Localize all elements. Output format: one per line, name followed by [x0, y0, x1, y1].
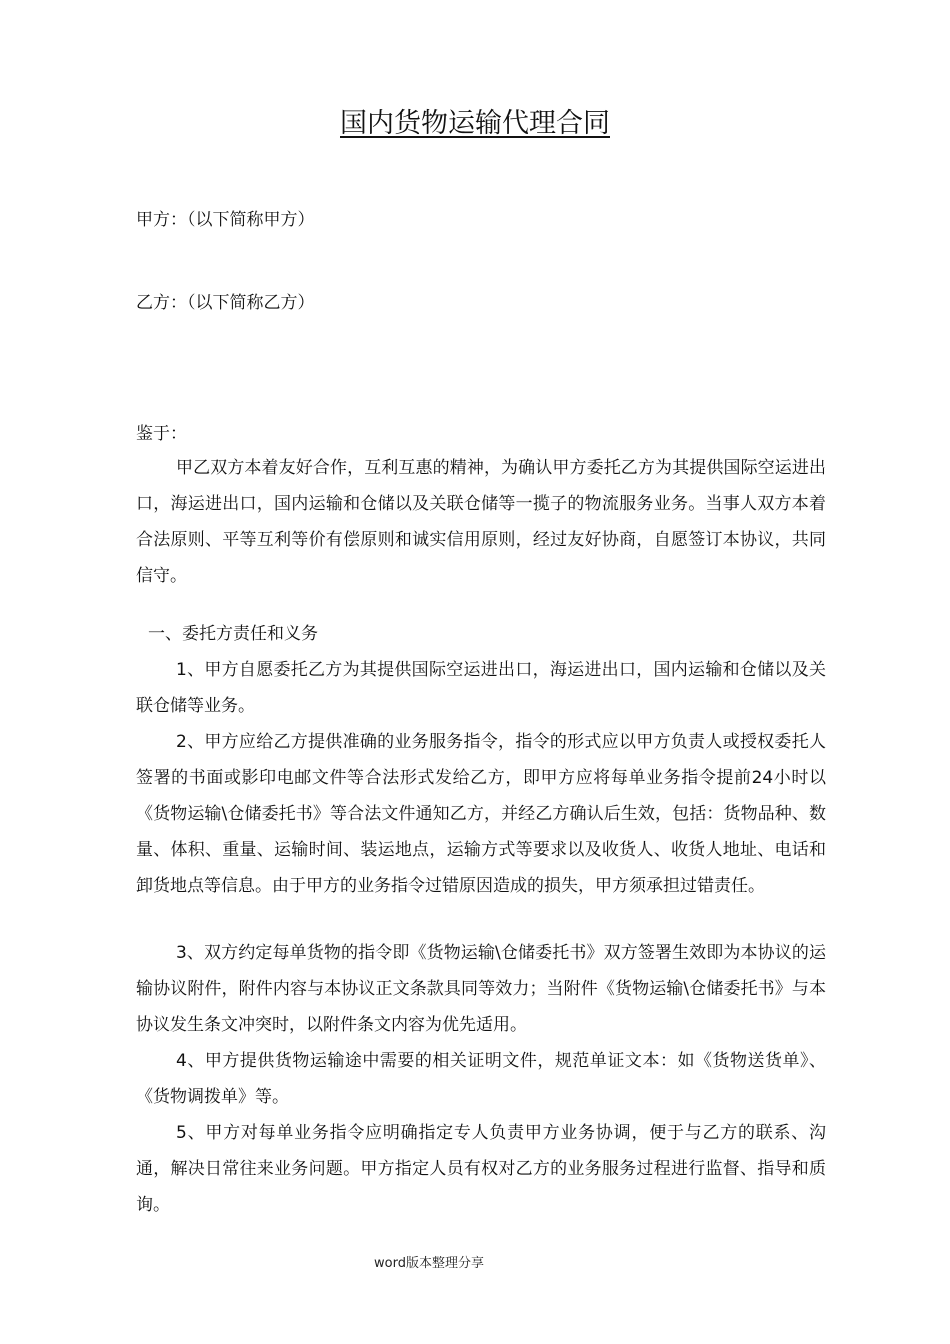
document-title [0, 106, 950, 142]
party-a-line: 甲方：（以下简称甲方） [136, 210, 315, 230]
clause-1: 1、甲方自愿委托乙方为其提供国际空运进出口，海运进出口，国内运输和仓储以及关联仓储等业务。 [136, 660, 826, 716]
whereas-label: 鉴于： [136, 424, 187, 444]
preamble-paragraph: 甲乙双方本着友好合作，互利互惠的精神，为确认甲方委托乙方为其提供国际空运进出口，海运进出口，国内运输和仓储以及关联仓储等一揽子的物流服务业务。当事人双方本着合法原则、平等互利等价有偿原则和诚实信用原则，经过友好协商，自愿签订本协议，共同信守。 [136, 458, 826, 586]
section-heading: 一、委托方责任和义务 [148, 624, 318, 644]
page-footer: word版本整理分享 [374, 1256, 484, 1271]
document-title-text: 国内货物运输代理合同 [340, 108, 610, 139]
clause-3: 3、双方约定每单货物的指令即《货物运输\仓储委托书》双方签署生效即为本协议的运输协议附件，附件内容与本协议正文条款具同等效力；当附件《货物运输\仓储委托书》与本协议发生条文冲突时，以附件条文内容为优先适用。 [136, 943, 826, 1035]
party-b-line: 乙方：（以下简称乙方） [136, 293, 315, 313]
clause-4: 4、甲方提供货物运输途中需要的相关证明文件，规范单证文本：如《货物送货单》、《货物调拨单》等。 [136, 1051, 826, 1107]
clause-5: 5、甲方对每单业务指令应明确指定专人负责甲方业务协调，便于与乙方的联系、沟通，解决日常往来业务问题。甲方指定人员有权对乙方的业务服务过程进行监督、指导和质询。 [136, 1123, 826, 1215]
clause-2: 2、甲方应给乙方提供准确的业务服务指令，指令的形式应以甲方负责人或授权委托人签署的书面或影印电邮文件等合法形式发给乙方，即甲方应将每单业务指令提前24小时以《货物运输\仓储委托书》等合法文件通知乙方，并经乙方确认后生效，包括：货物品种、数量、体积、重量、运输时间、装运地点，运输方式等要求以及收货人、收货人地址、电话和卸货地点等信息。由于甲方的业务指令过错原因造成的损失，甲方须承担过错责任。 [136, 732, 826, 896]
